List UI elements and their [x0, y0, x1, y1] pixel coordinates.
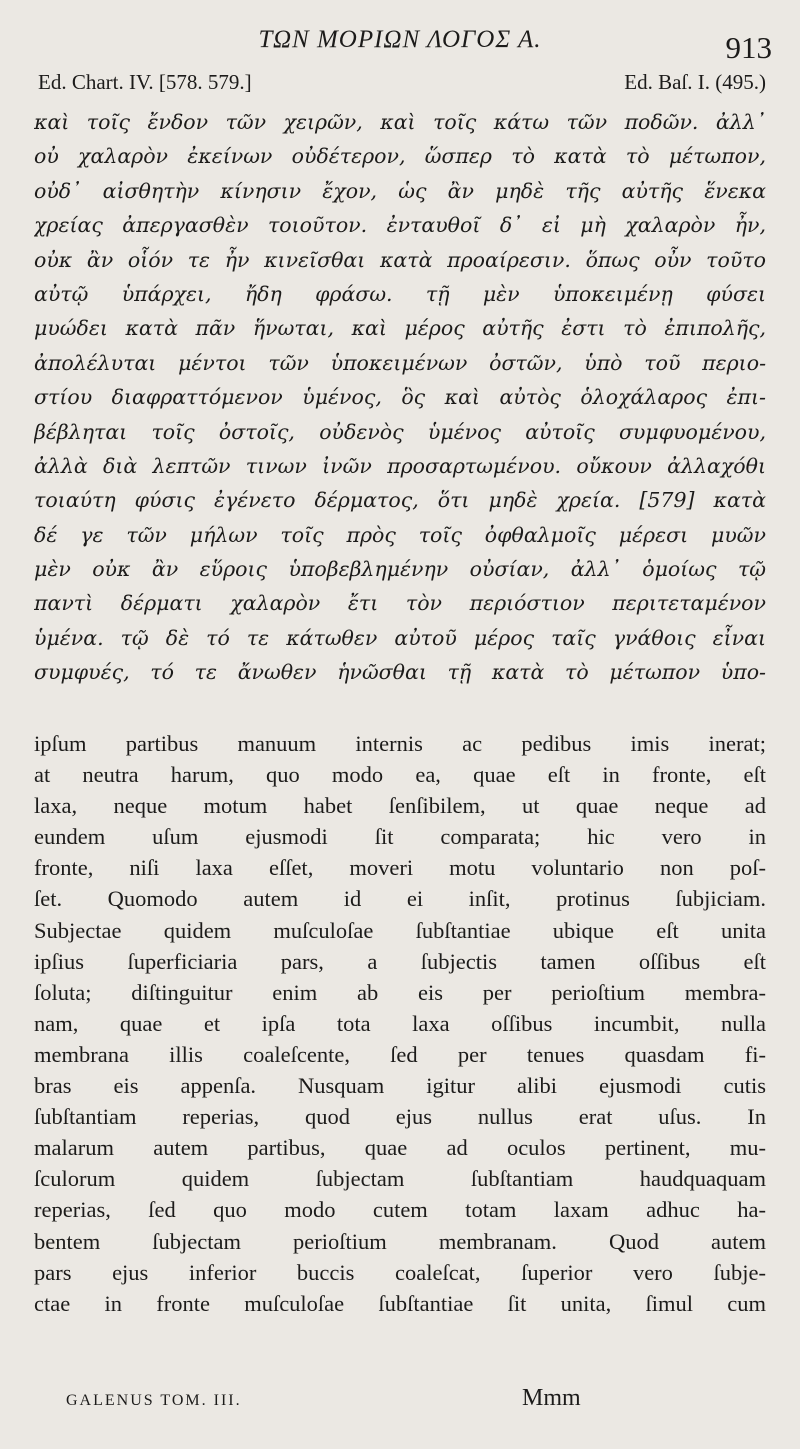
- latin-text-line: eundem uſum ejusmodi ſit comparata; hic vero in: [34, 824, 766, 850]
- latin-text-line: ſubſtantiam reperias, quod ejus nullus erat uſus. In: [34, 1104, 766, 1130]
- greek-text-line: βέβληται τοῖς ὀστοῖς, οὐδενὸς ὑμένος αὐτοῖς συμφυομένου,: [34, 419, 766, 444]
- latin-text-line: ctae in fronte muſculoſae ſubſtantiae ſit unita, ſimul cum: [34, 1290, 766, 1316]
- latin-text-line: at neutra harum, quo modo ea, quae eſt in fronte, eſt: [34, 762, 766, 788]
- latin-text-line: pars ejus inferior buccis coaleſcat, ſuperior vero ſubje-: [34, 1259, 766, 1285]
- footer-signature: GALENUS TOM. III.: [66, 1392, 242, 1409]
- greek-text-line: μὲν οὐκ ἂν εὕροις ὑποβεβλημένην οὐσίαν, ἀλλ᾽ ὁμοίως τῷ: [34, 557, 766, 582]
- greek-text-line: συμφυές, τό τε ἄνωθεν ἡνῶσθαι τῇ κατὰ τὸ μέτωπον ὑπο-: [34, 660, 766, 685]
- latin-text-line: bras eis appenſa. Nusquam igitur alibi ejusmodi cutis: [34, 1073, 766, 1099]
- latin-text-block: [34, 728, 766, 1319]
- latin-text-line: ipſius ſuperficiaria pars, a ſubjectis tamen oſſibus eſt: [34, 948, 766, 974]
- latin-text-line: ſet. Quomodo autem id ei inſit, protinus ſubjiciam.: [34, 886, 766, 912]
- latin-text-line: nam, quae et ipſa tota laxa oſſibus incumbit, nulla: [34, 1010, 766, 1036]
- greek-text-line: ἀλλὰ διὰ λεπτῶν τινων ἰνῶν προσαρτωμένου. οὔκουν ἀλλαχόθι: [34, 453, 766, 478]
- latin-text-line: membrana illis coaleſcente, ſed per tenues quasdam fi-: [34, 1041, 766, 1067]
- greek-text-line: ὑμένα. τῷ δὲ τό τε κάτωθεν αὐτοῦ μέρος ταῖς γνάθοις εἶναι: [34, 625, 766, 650]
- greek-text-line: οὐδ᾽ αἰσθητὴν κίνησιν ἔχον, ὡς ἂν μηδὲ τῆς αὐτῆς ἕνεκα: [34, 178, 766, 203]
- latin-text-line: Subjectae quidem muſculoſae ſubſtantiae ubique eſt unita: [34, 917, 766, 943]
- greek-text-line: τοιαύτη φύσις ἐγένετο δέρματος, ὅτι μηδὲ χρεία. [579] κατὰ: [34, 488, 766, 513]
- greek-text-line: παντὶ δέρματι χαλαρὸν ἔτι τὸν περιόστιον περιτεταμένον: [34, 591, 766, 616]
- latin-text-line: malarum autem partibus, quae ad oculos pertinent, mu-: [34, 1135, 766, 1161]
- running-head: ΤΩΝ ΜΟΡΙΩΝ ΛΟΓΟΣ Α.: [258, 26, 542, 53]
- footer-signature-mark: Mmm: [522, 1385, 581, 1411]
- greek-text-line: χρείας ἀπεργασθὲν τοιοῦτον. ἐνταυθοῖ δ᾽ εἰ μὴ χαλαρὸν ἦν,: [34, 213, 766, 238]
- latin-text-line: fronte, niſi laxa eſſet, moveri motu voluntario non poſ-: [34, 855, 766, 881]
- greek-text-line: οὐ χαλαρὸν ἐκείνων οὐδέτερον, ὥσπερ τὸ κατὰ τὸ μέτωπον,: [34, 144, 766, 169]
- edition-reference-chart: Ed. Chart. IV. [578. 579.]: [38, 70, 252, 94]
- greek-text-line: αὐτῷ ὑπάρχει, ἤδη φράσω. τῇ μὲν ὑποκειμένῃ φύσει: [34, 281, 766, 306]
- greek-text-block: [34, 105, 766, 690]
- latin-text-line: ſculorum quidem ſubjectam ſubſtantiam haudquaquam: [34, 1166, 766, 1192]
- latin-text-line: laxa, neque motum habet ſenſibilem, ut quae neque ad: [34, 793, 766, 819]
- page-number: 913: [725, 30, 772, 65]
- greek-text-line: μυώδει κατὰ πᾶν ἥνωται, καὶ μέρος αὐτῆς ἐστι τὸ ἐπιπολῆς,: [34, 316, 766, 341]
- greek-text-line: δέ γε τῶν μήλων τοῖς πρὸς τοῖς ὀφθαλμοῖς μέρεσι μυῶν: [34, 522, 766, 547]
- greek-text-line: οὐκ ἂν οἷόν τε ἦν κινεῖσθαι κατὰ προαίρεσιν. ὅπως οὖν τοῦτο: [34, 247, 766, 272]
- edition-reference-basel: Ed. Baſ. I. (495.): [624, 70, 766, 94]
- greek-text-line: ἀπολέλυται μέντοι τῶν ὑποκειμένων ὀστῶν, ὑπὸ τοῦ περιο-: [34, 350, 766, 375]
- latin-text-line: bentem ſubjectam perioſtium membranam. Quod autem: [34, 1228, 766, 1254]
- latin-text-line: ſoluta; diſtinguitur enim ab eis per perioſtium membra-: [34, 979, 766, 1005]
- latin-text-line: ipſum partibus manuum internis ac pedibus imis inerat;: [34, 731, 766, 756]
- greek-text-line: καὶ τοῖς ἔνδον τῶν χειρῶν, καὶ τοῖς κάτω τῶν ποδῶν. ἀλλ᾽: [34, 110, 766, 134]
- latin-text-line: reperias, ſed quo modo cutem totam laxam adhuc ha-: [34, 1197, 766, 1223]
- greek-text-line: στίου διαφραττόμενον ὑμένος, ὃς καὶ αὐτὸς ὁλοχάλαρος ἐπι-: [34, 385, 766, 410]
